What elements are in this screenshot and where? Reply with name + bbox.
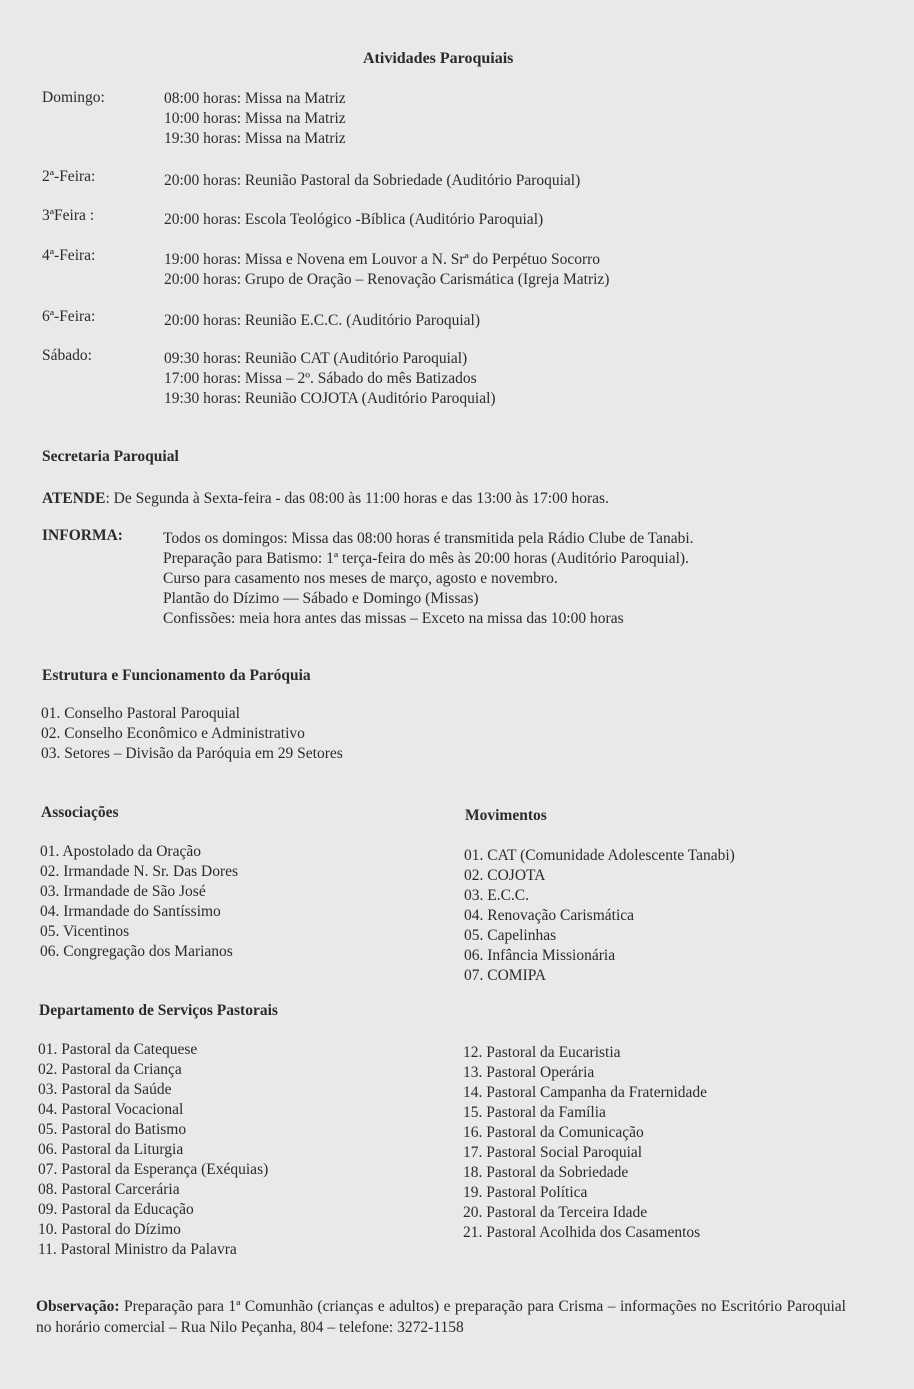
list-item: 13. Pastoral Operária xyxy=(463,1064,595,1081)
list-item: 03. Setores – Divisão da Paróquia em 29 Setores xyxy=(41,745,343,762)
list-item: 21. Pastoral Acolhida dos Casamentos xyxy=(463,1224,701,1241)
list-item: 04. Renovação Carismática xyxy=(464,907,635,924)
day-label: Sábado: xyxy=(42,347,92,364)
page-title: Atividades Paroquiais xyxy=(363,50,514,67)
schedule-block xyxy=(164,349,496,409)
schedule-item: 19:30 horas: Reunião COJOTA (Auditório Paroquial) xyxy=(164,390,496,407)
list-item: 06. Infância Missionária xyxy=(464,947,616,964)
day-label: 3ªFeira : xyxy=(42,207,95,224)
list-item: 02. Irmandade N. Sr. Das Dores xyxy=(40,863,239,880)
list-item: 06. Pastoral da Liturgia xyxy=(38,1141,184,1158)
list-item: 05. Pastoral do Batismo xyxy=(38,1121,187,1138)
list-item: 01. Conselho Pastoral Paroquial xyxy=(41,705,240,722)
list-item: 05. Vicentinos xyxy=(40,923,130,940)
schedule-item: 20:00 horas: Escola Teológico -Bíblica (Auditório Paroquial) xyxy=(164,211,544,228)
list-item: 18. Pastoral da Sobriedade xyxy=(463,1164,629,1181)
section-heading-secretaria: Secretaria Paroquial xyxy=(42,448,179,465)
list-item: 05. Capelinhas xyxy=(464,927,557,944)
atende-text: : De Segunda à Sexta-feira - das 08:00 às 11:00 horas e das 13:00 às 17:00 horas. xyxy=(105,490,609,507)
atende-label: ATENDE xyxy=(42,490,106,507)
list-item: 04. Pastoral Vocacional xyxy=(38,1101,184,1118)
list-item: 16. Pastoral da Comunicação xyxy=(463,1124,644,1141)
atende-line xyxy=(42,489,609,509)
list-item: 01. Pastoral da Catequese xyxy=(38,1041,198,1058)
day-label: 6ª-Feira: xyxy=(42,308,96,325)
day-label: Domingo: xyxy=(42,89,105,106)
observacao-text: Preparação para 1ª Comunhão (crianças e adultos) e preparação para Crisma – informações no Escritório Paroquial no horário comercial – Rua Nilo Peçanha, 804 – telefone: 3272-1158 xyxy=(36,1298,846,1336)
list-item: 14. Pastoral Campanha da Fraternidade xyxy=(463,1084,708,1101)
list-item: 19. Pastoral Política xyxy=(463,1184,588,1201)
section-heading-movimentos: Movimentos xyxy=(465,807,547,824)
day-label: 4ª-Feira: xyxy=(42,247,96,264)
schedule-item: 08:00 horas: Missa na Matriz xyxy=(164,90,346,107)
list-item: 07. COMIPA xyxy=(464,967,547,984)
estrutura-list xyxy=(41,704,343,764)
informa-label: INFORMA: xyxy=(42,527,123,544)
list-item: 03. Pastoral da Saúde xyxy=(38,1081,172,1098)
list-item: 03. Irmandade de São José xyxy=(40,883,206,900)
section-heading-departamento: Departamento de Serviços Pastorais xyxy=(39,1002,278,1019)
day-label: 2ª-Feira: xyxy=(42,168,96,185)
observacao-label: Observação: xyxy=(36,1298,120,1315)
movimentos-list xyxy=(464,846,735,986)
schedule-item: 20:00 horas: Reunião E.C.C. (Auditório Paroquial) xyxy=(164,312,480,329)
section-heading-associacoes: Associações xyxy=(41,804,119,821)
associacoes-list xyxy=(40,842,238,962)
list-item: 04. Irmandade do Santíssimo xyxy=(40,903,221,920)
list-item: 12. Pastoral da Eucaristia xyxy=(463,1044,621,1061)
departamento-list-right xyxy=(463,1043,707,1243)
list-item: 09. Pastoral da Educação xyxy=(38,1201,194,1218)
list-item: 02. Pastoral da Criança xyxy=(38,1061,182,1078)
schedule-item: 10:00 horas: Missa na Matriz xyxy=(164,110,346,127)
schedule-item: 19:30 horas: Missa na Matriz xyxy=(164,130,346,147)
informa-item: Plantão do Dízimo — Sábado e Domingo (Missas) xyxy=(163,590,479,607)
list-item: 03. E.C.C. xyxy=(464,887,530,904)
list-item: 15. Pastoral da Família xyxy=(463,1104,606,1121)
observacao-paragraph xyxy=(36,1296,846,1338)
list-item: 17. Pastoral Social Paroquial xyxy=(463,1144,643,1161)
schedule-item: 17:00 horas: Missa – 2º. Sábado do mês Batizados xyxy=(164,370,477,387)
informa-item: Curso para casamento nos meses de março, agosto e novembro. xyxy=(163,570,558,587)
list-item: 01. CAT (Comunidade Adolescente Tanabi) xyxy=(464,847,735,864)
list-item: 10. Pastoral do Dízimo xyxy=(38,1221,181,1238)
list-item: 07. Pastoral da Esperança (Exéquias) xyxy=(38,1161,269,1178)
informa-item: Todos os domingos: Missa das 08:00 horas é transmitida pela Rádio Clube de Tanabi. xyxy=(163,530,694,547)
departamento-list-left xyxy=(38,1040,268,1260)
schedule-item: 20:00 horas: Grupo de Oração – Renovação Carismática (Igreja Matriz) xyxy=(164,271,610,288)
schedule-item: 09:30 horas: Reunião CAT (Auditório Paroquial) xyxy=(164,350,468,367)
list-item: 02. COJOTA xyxy=(464,867,546,884)
informa-item: Confissões: meia hora antes das missas – Exceto na missa das 10:00 horas xyxy=(163,610,624,627)
schedule-item: 20:00 horas: Reunião Pastoral da Sobriedade (Auditório Paroquial) xyxy=(164,172,581,189)
list-item: 02. Conselho Econômico e Administrativo xyxy=(41,725,305,742)
list-item: 01. Apostolado da Oração xyxy=(40,843,201,860)
list-item: 08. Pastoral Carcerária xyxy=(38,1181,180,1198)
schedule-item: 19:00 horas: Missa e Novena em Louvor a N. Srª do Perpétuo Socorro xyxy=(164,251,601,268)
list-item: 11. Pastoral Ministro da Palavra xyxy=(38,1241,237,1258)
section-heading-estrutura: Estrutura e Funcionamento da Paróquia xyxy=(42,667,311,684)
schedule-block xyxy=(164,89,346,149)
informa-list xyxy=(163,529,694,629)
list-item: 06. Congregação dos Marianos xyxy=(40,943,233,960)
list-item: 20. Pastoral da Terceira Idade xyxy=(463,1204,648,1221)
schedule-block xyxy=(164,250,609,290)
informa-item: Preparação para Batismo: 1ª terça-feira do mês às 20:00 horas (Auditório Paroquial). xyxy=(163,550,689,567)
